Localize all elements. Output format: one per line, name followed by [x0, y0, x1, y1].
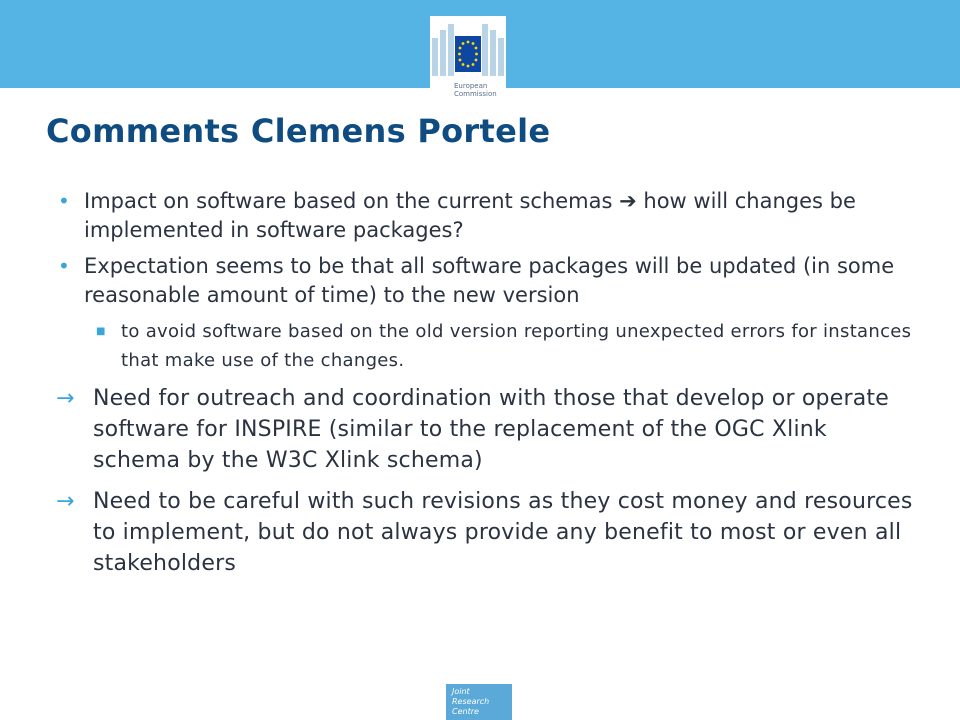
conclusion-item — [56, 486, 916, 579]
bullet-item — [56, 252, 916, 310]
conclusion-text: Need to be careful with such revisions as they cost money and resources to implement, but do not always provide any benefit to most or even all stakeholders — [93, 489, 913, 576]
sub-bullet-text: to avoid software based on the old version reporting unexpected errors for instances that make use of the changes. — [121, 321, 912, 371]
joint-research-centre-logo — [446, 684, 512, 720]
european-commission-logo — [430, 16, 506, 104]
arrow-right-icon: → — [56, 386, 75, 411]
bullet-icon: • — [58, 189, 70, 213]
conclusion-text: Need for outreach and coordination with those that develop or operate software for INSPIRE (similar to the replacement of the OGC Xlink schema by the W3C Xlink schema) — [93, 386, 889, 473]
european-commission-text: European Commission — [454, 82, 497, 98]
square-bullet-icon: ■ — [96, 326, 106, 337]
bullet-icon: • — [58, 254, 70, 278]
jrc-logo-text: Joint Research Centre — [452, 687, 490, 716]
arrow-right-icon: → — [56, 489, 75, 514]
sub-bullet-item — [56, 317, 916, 375]
bullet-text: Impact on software based on the current schemas ➔ how will changes be implemented in software packages? — [84, 189, 856, 242]
slide-content — [56, 187, 916, 589]
conclusion-item — [56, 383, 916, 476]
bullet-text: Expectation seems to be that all software packages will be updated (in some reasonable amount of time) to the new version — [84, 254, 895, 307]
bullet-item — [56, 187, 916, 245]
slide-title: Comments Clemens Portele — [46, 112, 551, 150]
